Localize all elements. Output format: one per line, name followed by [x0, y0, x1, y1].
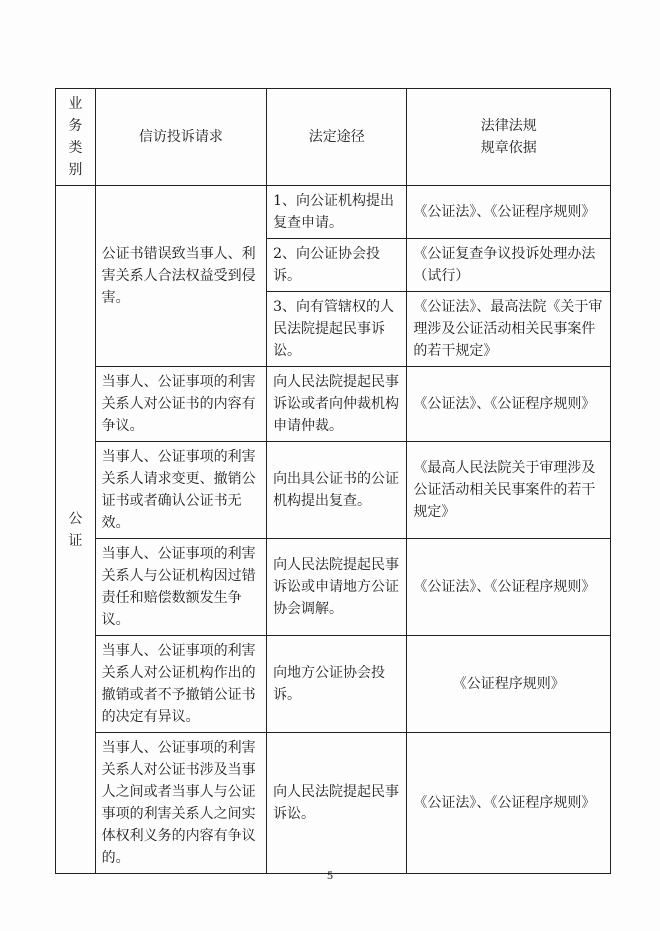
- request-cell: 当事人、公证事项的利害关系人请求变更、撤销公证书或者确认公证书无效。: [95, 442, 266, 539]
- request-cell: 当事人、公证事项的利害关系人对公证书的内容有争议。: [95, 367, 266, 442]
- table-row: [56, 636, 611, 733]
- complaint-routes-table: [55, 88, 611, 874]
- route-cell: 向人民法院提起民事诉讼或者向仲裁机构申请仲裁。: [267, 367, 407, 442]
- table-header-row: [56, 89, 611, 186]
- route-cell: 向出具公证书的公证机构提出复查。: [267, 442, 407, 539]
- header-category-line1: 业务: [68, 96, 83, 134]
- header-category: [56, 89, 96, 186]
- law-cell: 《公证法》、《公证程序规则》: [407, 367, 611, 442]
- law-cell: 《公证法》、《公证程序规则》: [407, 733, 611, 874]
- table-row: [56, 442, 611, 539]
- route-cell: 向地方公证协会投诉。: [267, 636, 407, 733]
- header-category-line2: 类别: [68, 140, 83, 178]
- header-law: [407, 89, 611, 186]
- request-cell: 当事人、公证事项的利害关系人与公证机构因过错责任和赔偿数额发生争议。: [95, 539, 266, 636]
- law-cell: 《公证复查争议投诉处理办法（试行）: [407, 239, 611, 292]
- header-law-line2: 规章依据: [480, 140, 537, 156]
- request-cell: 当事人、公证事项的利害关系人对公证书涉及当事人之间或者当事人与公证事项的利害关系人之间实体权利义务的内容有争议的。: [95, 733, 266, 874]
- law-cell: 《公证法》、最高法院《关于审理涉及公证活动相关民事案件的若干规定》: [407, 292, 611, 367]
- page-number: 5: [327, 868, 333, 882]
- route-cell: 2、向公证协会投诉。: [267, 239, 407, 292]
- request-cell: 公证书错误致当事人、利害关系人合法权益受到侵害。: [95, 186, 266, 367]
- law-cell: 《公证法》、《公证程序规则》: [407, 186, 611, 239]
- header-law-line1: 法律法规: [480, 118, 537, 134]
- law-cell: 《最高人民法院关于审理涉及公证活动相关民事案件的若干规定》: [407, 442, 611, 539]
- table-row: [56, 539, 611, 636]
- header-request: 信访投诉请求: [95, 89, 266, 186]
- route-cell: 向人民法院提起民事诉讼或申请地方公证协会调解。: [267, 539, 407, 636]
- table-row: [56, 367, 611, 442]
- law-cell: 《公证程序规则》: [407, 636, 611, 733]
- category-cell: 公证: [56, 186, 96, 874]
- header-route: 法定途径: [267, 89, 407, 186]
- law-cell: 《公证法》、《公证程序规则》: [407, 539, 611, 636]
- table-row: [56, 186, 611, 239]
- route-cell: 1、向公证机构提出复查申请。: [267, 186, 407, 239]
- route-cell: 向人民法院提起民事诉讼。: [267, 733, 407, 874]
- route-cell: 3、向有管辖权的人民法院提起民事诉讼。: [267, 292, 407, 367]
- table-row: [56, 733, 611, 874]
- request-cell: 当事人、公证事项的利害关系人对公证机构作出的撤销或者不予撤销公证书的决定有异议。: [95, 636, 266, 733]
